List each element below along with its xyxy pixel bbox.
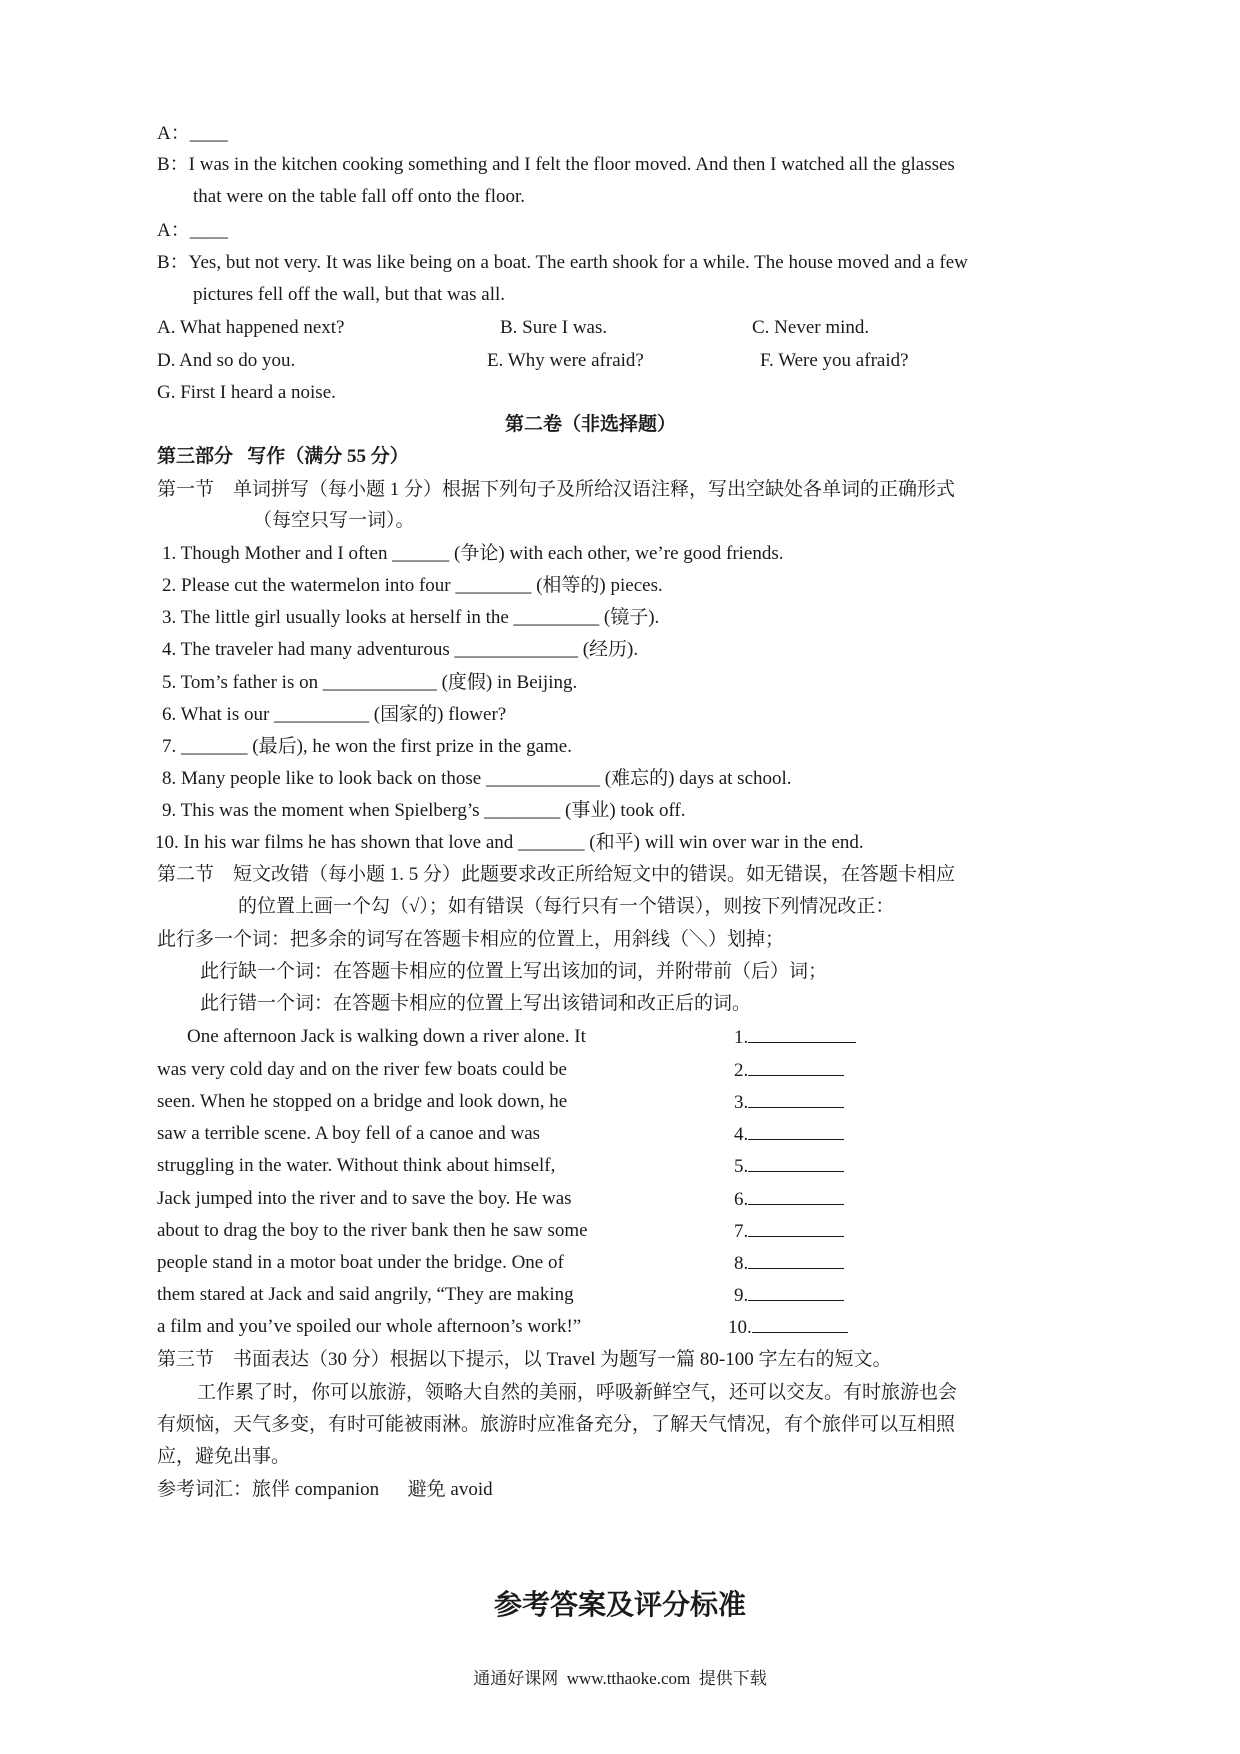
section1-heading-line2: （每空只写一词）。: [253, 510, 415, 531]
correction-number: 6.: [734, 1189, 749, 1210]
volume2-title: 第二卷（非选择题）: [505, 414, 677, 435]
spelling-item-10: 10. In his war films he has shown that love and _______ (和平) will win over war in the end.: [155, 832, 864, 853]
spelling-item-1: 1. Though Mother and I often ______ (争论) with each other, we’re good friends.: [162, 543, 784, 564]
correction-blank-10: [728, 1314, 848, 1341]
answer-blank: [748, 1250, 844, 1269]
answer-blank: [748, 1057, 844, 1076]
passage-line-6: Jack jumped into the river and to save the boy. He was: [157, 1188, 572, 1209]
section2-heading-line1: 第二节 短文改错（每小题 1. 5 分）此题要求改正所给短文中的错误。如无错误，在答题卡相应: [157, 864, 956, 885]
option-c: C. Never mind.: [752, 317, 870, 338]
correction-number: 8.: [734, 1253, 749, 1274]
correction-blank-7: [734, 1218, 844, 1245]
passage-line-7: about to drag the boy to the river bank then he saw some: [157, 1220, 588, 1241]
correction-number: 1.: [734, 1027, 749, 1048]
section3-vocab: 参考词汇：旅伴 companion 避免 avoid: [157, 1479, 493, 1500]
section3-prompt-line3: 应，避免出事。: [157, 1446, 291, 1467]
answer-blank: [748, 1186, 844, 1205]
correction-number: 2.: [734, 1060, 749, 1081]
answer-blank: [748, 1153, 844, 1172]
dialogue-b2-line1: B：Yes, but not very. It was like being on a boat. The earth shook for a while. The house moved and a few: [157, 252, 968, 273]
spelling-item-2: 2. Please cut the watermelon into four ________ (相等的) pieces.: [162, 575, 663, 596]
spelling-item-3: 3. The little girl usually looks at herself in the _________ (镜子).: [162, 607, 660, 628]
section2-rule-1: 此行多一个词：把多余的词写在答题卡相应的位置上，用斜线（＼）划掉；: [157, 929, 785, 950]
correction-blank-3: [734, 1089, 844, 1116]
passage-line-3: seen. When he stopped on a bridge and look down, he: [157, 1091, 568, 1112]
correction-blank-2: [734, 1057, 844, 1084]
dialogue-b1-line2: that were on the table fall off onto the floor.: [193, 186, 526, 207]
option-e: E. Why were afraid?: [487, 350, 644, 371]
section2-rule-2: 此行缺一个词：在答题卡相应的位置上写出该加的词，并附带前（后）词；: [200, 961, 828, 982]
correction-number: 10.: [728, 1317, 752, 1338]
passage-line-8: people stand in a motor boat under the bridge. One of: [157, 1252, 564, 1273]
answer-key-title: 参考答案及评分标准: [493, 1590, 746, 1621]
passage-line-2: was very cold day and on the river few boats could be: [157, 1059, 567, 1080]
footer-credit: 通通好课网 www.tthaoke.com 提供下载: [473, 1669, 767, 1688]
part3-title: 第三部分 写作（满分 55 分）: [157, 446, 409, 467]
section2-heading-line2: 的位置上画一个勾（√）；如有错误（每行只有一个错误），则按下列情况改正：: [238, 896, 895, 917]
option-d: D. And so do you.: [157, 350, 296, 371]
section3-prompt-line2: 有烦恼，天气多变，有时可能被雨淋。旅游时应准备充分，了解天气情况，有个旅伴可以互相照: [157, 1414, 956, 1435]
passage-line-5: struggling in the water. Without think about himself,: [157, 1155, 556, 1176]
dialogue-b2-line2: pictures fell off the wall, but that was all.: [193, 284, 506, 305]
dialogue-a2: A：____: [157, 220, 228, 241]
correction-blank-6: [734, 1186, 844, 1213]
section2-rule-3: 此行错一个词：在答题卡相应的位置上写出该错词和改正后的词。: [200, 993, 752, 1014]
spelling-item-8: 8. Many people like to look back on those ____________ (难忘的) days at school.: [162, 768, 792, 789]
correction-number: 5.: [734, 1156, 749, 1177]
answer-blank: [752, 1314, 848, 1333]
option-g: G. First I heard a noise.: [157, 382, 336, 403]
correction-blank-1: [734, 1024, 856, 1051]
option-a: A. What happened next?: [157, 317, 345, 338]
spelling-item-7: 7. _______ (最后), he won the first prize in the game.: [162, 736, 572, 757]
spelling-item-9: 9. This was the moment when Spielberg’s ________ (事业) took off.: [162, 800, 686, 821]
dialogue-a1: A：____: [157, 123, 228, 144]
correction-blank-5: [734, 1153, 844, 1180]
correction-number: 7.: [734, 1221, 749, 1242]
correction-number: 9.: [734, 1285, 749, 1306]
section3-heading: 第三节 书面表达（30 分）根据以下提示，以 Travel 为题写一篇 80-100 字左右的短文。: [157, 1349, 892, 1370]
answer-blank: [748, 1024, 856, 1043]
passage-line-10: a film and you’ve spoiled our whole afternoon’s work!”: [157, 1316, 582, 1337]
passage-line-1: One afternoon Jack is walking down a river alone. It: [187, 1026, 586, 1047]
correction-blank-8: [734, 1250, 844, 1277]
spelling-item-6: 6. What is our __________ (国家的) flower?: [162, 704, 507, 725]
spelling-item-5: 5. Tom’s father is on ____________ (度假) in Beijing.: [162, 672, 578, 693]
correction-number: 4.: [734, 1124, 749, 1145]
passage-line-9: them stared at Jack and said angrily, “They are making: [157, 1284, 574, 1305]
correction-blank-9: [734, 1282, 844, 1309]
dialogue-b1-line1: B：I was in the kitchen cooking something and I felt the floor moved. And then I watched all the glasses: [157, 154, 955, 175]
option-f: F. Were you afraid?: [760, 350, 909, 371]
answer-blank: [748, 1218, 844, 1237]
section3-prompt-line1: 工作累了时，你可以旅游，领略大自然的美丽，呼吸新鲜空气，还可以交友。有时旅游也会: [197, 1382, 958, 1403]
answer-blank: [748, 1089, 844, 1108]
answer-blank: [748, 1282, 844, 1301]
answer-blank: [748, 1121, 844, 1140]
spelling-item-4: 4. The traveler had many adventurous _____________ (经历).: [162, 639, 639, 660]
correction-number: 3.: [734, 1092, 749, 1113]
correction-blank-4: [734, 1121, 844, 1148]
passage-line-4: saw a terrible scene. A boy fell of a canoe and was: [157, 1123, 541, 1144]
option-b: B. Sure I was.: [500, 317, 608, 338]
section1-heading-line1: 第一节 单词拼写（每小题 1 分）根据下列句子及所给汉语注释，写出空缺处各单词的正确形式: [157, 479, 956, 500]
